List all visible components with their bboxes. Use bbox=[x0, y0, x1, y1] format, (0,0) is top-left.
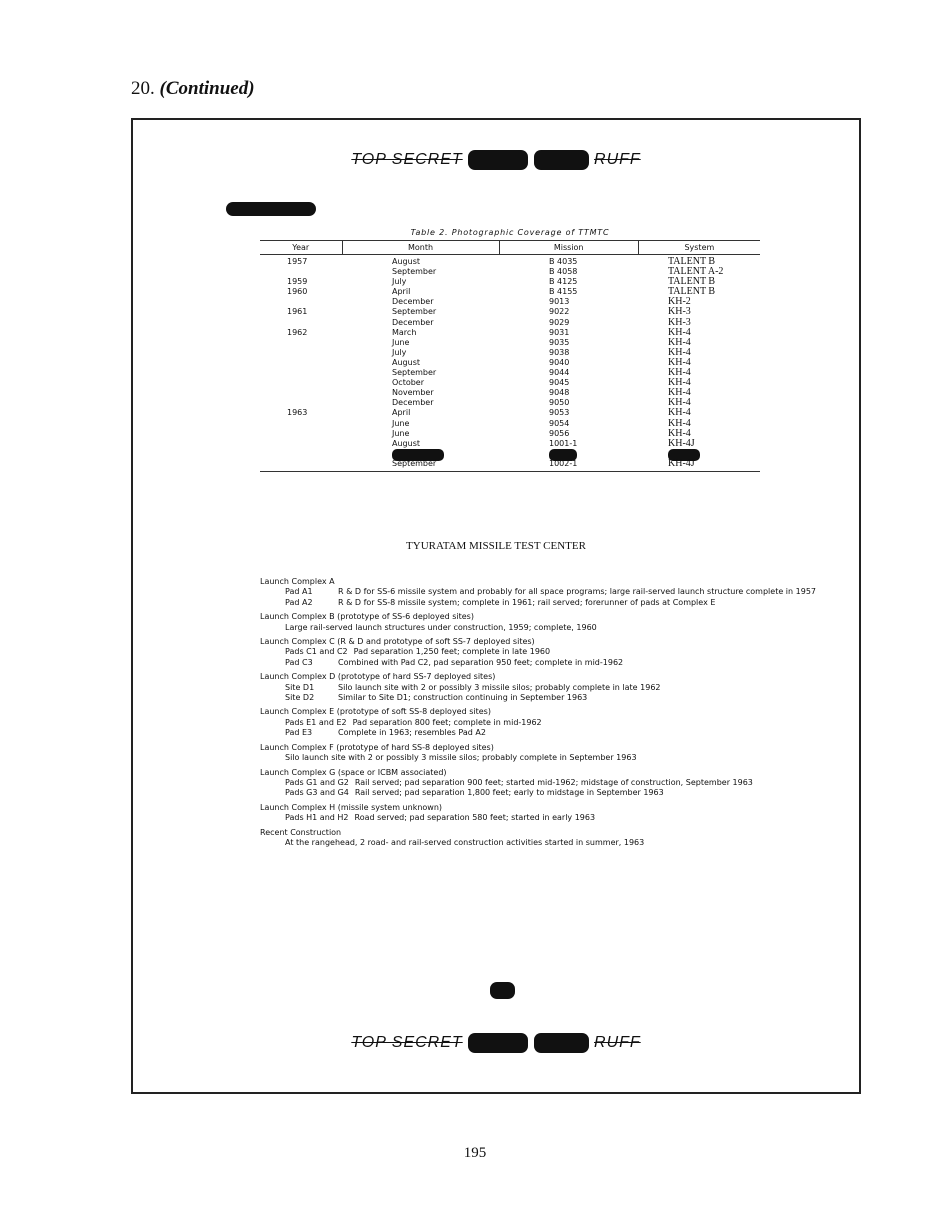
item-description: R & D for SS-6 missile system and probably for all space programs; large rail-served launch structure complete in 1957 bbox=[338, 587, 816, 597]
complex-section bbox=[260, 612, 820, 633]
table-cell: 1002-1 bbox=[549, 458, 578, 468]
table-cell: 1001-1 bbox=[549, 438, 578, 448]
table-cell bbox=[260, 388, 342, 398]
table-cell: KH-2 bbox=[668, 296, 691, 308]
page-number: 195 bbox=[463, 1145, 487, 1161]
item-description: Pad separation 1,250 feet; complete in late 1960 bbox=[353, 647, 551, 657]
table-cell: June bbox=[392, 337, 410, 347]
table-row bbox=[260, 408, 760, 418]
complex-item bbox=[260, 683, 820, 693]
table-cell: March bbox=[392, 327, 417, 337]
table-body bbox=[260, 255, 760, 472]
table-cell: 9054 bbox=[549, 418, 570, 428]
table-cell: July bbox=[392, 347, 407, 357]
table-cell bbox=[260, 338, 342, 348]
item-label: Pad A1 bbox=[285, 587, 313, 597]
table-cell: B 4035 bbox=[549, 257, 578, 266]
table-cell: 9056 bbox=[549, 428, 570, 438]
table-cell: 9031 bbox=[549, 327, 570, 337]
table-cell: KH-4 bbox=[668, 407, 691, 419]
complex-item bbox=[260, 838, 820, 848]
table-cell: 9050 bbox=[549, 398, 570, 408]
table-cell: 1963 bbox=[287, 408, 308, 418]
table-cell: KH-4J bbox=[668, 457, 695, 469]
table-cell bbox=[260, 368, 342, 378]
complex-section bbox=[260, 768, 820, 799]
complex-heading: Launch Complex G (space or ICBM associated) bbox=[260, 767, 447, 777]
item-description: Road served; pad separation 580 feet; started in early 1963 bbox=[354, 813, 596, 823]
table-cell: September bbox=[392, 458, 437, 468]
table-cell bbox=[638, 449, 760, 459]
item-description: Combined with Pad C2, pad separation 950 feet; complete in mid-1962 bbox=[338, 657, 624, 667]
table-cell: April bbox=[392, 408, 411, 418]
item-description: Large rail-served launch structures under construction, 1959; complete, 1960 bbox=[285, 622, 597, 632]
table-cell: KH-4 bbox=[668, 346, 691, 358]
complex-heading: Launch Complex E (prototype of soft SS-8 deployed sites) bbox=[260, 707, 491, 717]
col-month: Month bbox=[343, 241, 500, 254]
item-description: Complete in 1963; resembles Pad A2 bbox=[338, 728, 486, 738]
complex-section bbox=[260, 828, 820, 849]
table-cell: 1960 bbox=[287, 287, 308, 297]
complex-item bbox=[260, 778, 820, 788]
table-cell bbox=[260, 429, 342, 439]
table-cell: TALENT B bbox=[668, 286, 716, 298]
codeword-text: RUFF bbox=[594, 151, 641, 169]
complex-section bbox=[260, 672, 820, 703]
table-cell bbox=[260, 297, 342, 307]
table-row bbox=[260, 439, 760, 449]
table-cell bbox=[260, 449, 342, 459]
complex-heading: Launch Complex A bbox=[260, 577, 335, 586]
table-cell bbox=[499, 449, 638, 459]
redaction bbox=[490, 982, 515, 999]
table-cell: 9040 bbox=[549, 357, 570, 367]
section-header bbox=[131, 78, 255, 100]
table-cell: 9044 bbox=[549, 368, 570, 378]
table-cell: 1962 bbox=[287, 327, 308, 337]
table-cell bbox=[260, 398, 342, 408]
col-mission: Mission bbox=[500, 241, 639, 254]
table-cell: September bbox=[392, 267, 437, 277]
table-cell: 9022 bbox=[549, 307, 570, 317]
complex-section bbox=[260, 577, 820, 608]
table-cell: KH-4 bbox=[668, 336, 691, 348]
table-cell: TALENT B bbox=[668, 276, 716, 288]
table-cell: KH-4 bbox=[668, 427, 691, 439]
complex-item bbox=[260, 587, 820, 597]
table-cell bbox=[260, 358, 342, 368]
table-cell: September bbox=[392, 368, 437, 378]
item-label: Site D1 bbox=[285, 682, 315, 692]
item-label: Pad E3 bbox=[285, 728, 313, 738]
item-description: Similar to Site D1; construction continuing in September 1963 bbox=[338, 693, 588, 703]
col-system: System bbox=[684, 243, 715, 252]
table-cell: 9048 bbox=[549, 388, 570, 398]
table-cell: KH-4 bbox=[668, 356, 691, 368]
table-cell bbox=[260, 267, 342, 277]
classification-banner-top bbox=[133, 150, 859, 170]
table-cell: 9035 bbox=[549, 337, 570, 347]
table-cell bbox=[260, 419, 342, 429]
redaction bbox=[534, 150, 589, 170]
complex-heading: Launch Complex H (missile system unknown) bbox=[260, 802, 443, 812]
table-cell: KH-4 bbox=[668, 326, 691, 338]
redaction bbox=[468, 1033, 528, 1053]
complex-item bbox=[260, 728, 820, 738]
table-cell: December bbox=[392, 317, 434, 327]
table-cell: KH-4 bbox=[668, 377, 691, 389]
item-description: Silo launch site with 2 or possibly 3 missile silos; probably complete in late 1962 bbox=[338, 682, 661, 692]
table-cell: August bbox=[392, 357, 420, 367]
table-cell: 9029 bbox=[549, 317, 570, 327]
item-label: Pads G3 and G4 bbox=[285, 788, 349, 798]
table-cell: August bbox=[392, 257, 420, 266]
table-cell: June bbox=[392, 418, 410, 428]
document-frame bbox=[131, 118, 861, 1094]
complex-item bbox=[260, 718, 820, 728]
table-cell: B 4058 bbox=[549, 267, 578, 277]
table-cell: KH-4 bbox=[668, 387, 691, 399]
table-cell: April bbox=[392, 287, 411, 297]
redaction bbox=[534, 1033, 589, 1053]
item-label: Pads C1 and C2 bbox=[285, 647, 348, 657]
table-cell: December bbox=[392, 398, 434, 408]
table-cell bbox=[260, 439, 342, 449]
table-cell: KH-4J bbox=[668, 437, 695, 449]
table-cell: TALENT A-2 bbox=[668, 266, 724, 278]
complex-item bbox=[260, 647, 820, 657]
coverage-table bbox=[260, 228, 760, 472]
table-cell: December bbox=[392, 297, 434, 307]
section-number: 20. bbox=[131, 78, 155, 99]
item-description: Silo launch site with 2 or possibly 3 missile silos; probably complete in September 1963 bbox=[285, 753, 637, 763]
complex-item bbox=[260, 788, 820, 798]
table-cell: KH-4 bbox=[668, 397, 691, 409]
table-cell bbox=[260, 459, 342, 469]
table-cell: 1959 bbox=[287, 277, 308, 287]
table-cell: 9038 bbox=[549, 347, 570, 357]
item-label: Pads H1 and H2 bbox=[285, 813, 349, 823]
complex-heading: Recent Construction bbox=[260, 827, 342, 837]
table-cell bbox=[260, 378, 342, 388]
table-cell: June bbox=[392, 428, 410, 438]
table-cell bbox=[260, 348, 342, 358]
item-label: Site D2 bbox=[285, 693, 315, 703]
item-label: Pad C3 bbox=[285, 657, 313, 667]
complex-heading: Launch Complex B (prototype of SS-6 deployed sites) bbox=[260, 612, 474, 622]
complex-heading: Launch Complex C (R & D and prototype of soft SS-7 deployed sites) bbox=[260, 637, 535, 647]
table-cell: B 4155 bbox=[549, 287, 578, 297]
item-label: Pad A2 bbox=[285, 597, 313, 607]
table-cell: B 4125 bbox=[549, 277, 578, 287]
continued-label: (Continued) bbox=[159, 78, 255, 99]
complex-item bbox=[260, 658, 820, 668]
item-description: Rail served; pad separation 900 feet; started mid-1962; midstage of construction, September 1963 bbox=[354, 777, 753, 787]
complex-item bbox=[260, 813, 820, 823]
complex-item bbox=[260, 623, 820, 633]
table-cell: August bbox=[392, 438, 420, 448]
codeword-text: RUFF bbox=[594, 1034, 641, 1052]
table-caption: Table 2. Photographic Coverage of TTMTC bbox=[410, 228, 610, 237]
table-cell bbox=[342, 449, 499, 459]
item-description: Rail served; pad separation 1,800 feet; early to midstage in September 1963 bbox=[354, 788, 664, 798]
item-label: Pads E1 and E2 bbox=[285, 717, 347, 727]
redaction bbox=[468, 150, 528, 170]
section-title: TYURATAM MISSILE TEST CENTER bbox=[406, 540, 586, 552]
table-cell: TALENT B bbox=[668, 256, 716, 267]
table-cell: KH-4 bbox=[668, 367, 691, 379]
table-cell: November bbox=[392, 388, 434, 398]
item-description: At the rangehead, 2 road- and rail-served construction activities started in summer, 1963 bbox=[285, 837, 645, 847]
table-cell: KH-4 bbox=[668, 417, 691, 429]
item-description: Pad separation 800 feet; complete in mid-1962 bbox=[352, 717, 542, 727]
classification-banner-bottom bbox=[133, 1033, 859, 1053]
table-cell: September bbox=[392, 307, 437, 317]
table-cell: 1957 bbox=[287, 257, 308, 266]
item-label: Pads G1 and G2 bbox=[285, 777, 349, 787]
complex-section bbox=[260, 707, 820, 738]
complex-section bbox=[260, 637, 820, 668]
table-cell: 9045 bbox=[549, 378, 570, 388]
table-cell bbox=[260, 318, 342, 328]
classification-text: TOP SECRET bbox=[351, 151, 463, 169]
table-cell: July bbox=[392, 277, 407, 287]
complex-section bbox=[260, 803, 820, 824]
col-year: Year bbox=[260, 241, 343, 254]
table-cell: 1961 bbox=[287, 307, 308, 317]
complex-item bbox=[260, 693, 820, 703]
table-cell: October bbox=[392, 378, 425, 388]
table-cell: 9013 bbox=[549, 297, 570, 307]
redaction bbox=[226, 202, 316, 216]
item-description: R & D for SS-8 missile system; complete in 1961; rail served; forerunner of pads at Complex E bbox=[338, 597, 716, 607]
table-row bbox=[260, 459, 760, 469]
table-cell: 9053 bbox=[549, 408, 570, 418]
table-cell: KH-3 bbox=[668, 306, 691, 318]
complex-heading: Launch Complex D (prototype of hard SS-7 deployed sites) bbox=[260, 672, 496, 682]
classification-text: TOP SECRET bbox=[351, 1034, 463, 1052]
complex-section bbox=[260, 743, 820, 764]
table-cell: KH-3 bbox=[668, 316, 691, 328]
complex-item bbox=[260, 598, 820, 608]
complex-heading: Launch Complex F (prototype of hard SS-8 deployed sites) bbox=[260, 742, 494, 752]
complex-item bbox=[260, 753, 820, 763]
table-header bbox=[260, 240, 760, 255]
complex-list bbox=[260, 573, 820, 848]
